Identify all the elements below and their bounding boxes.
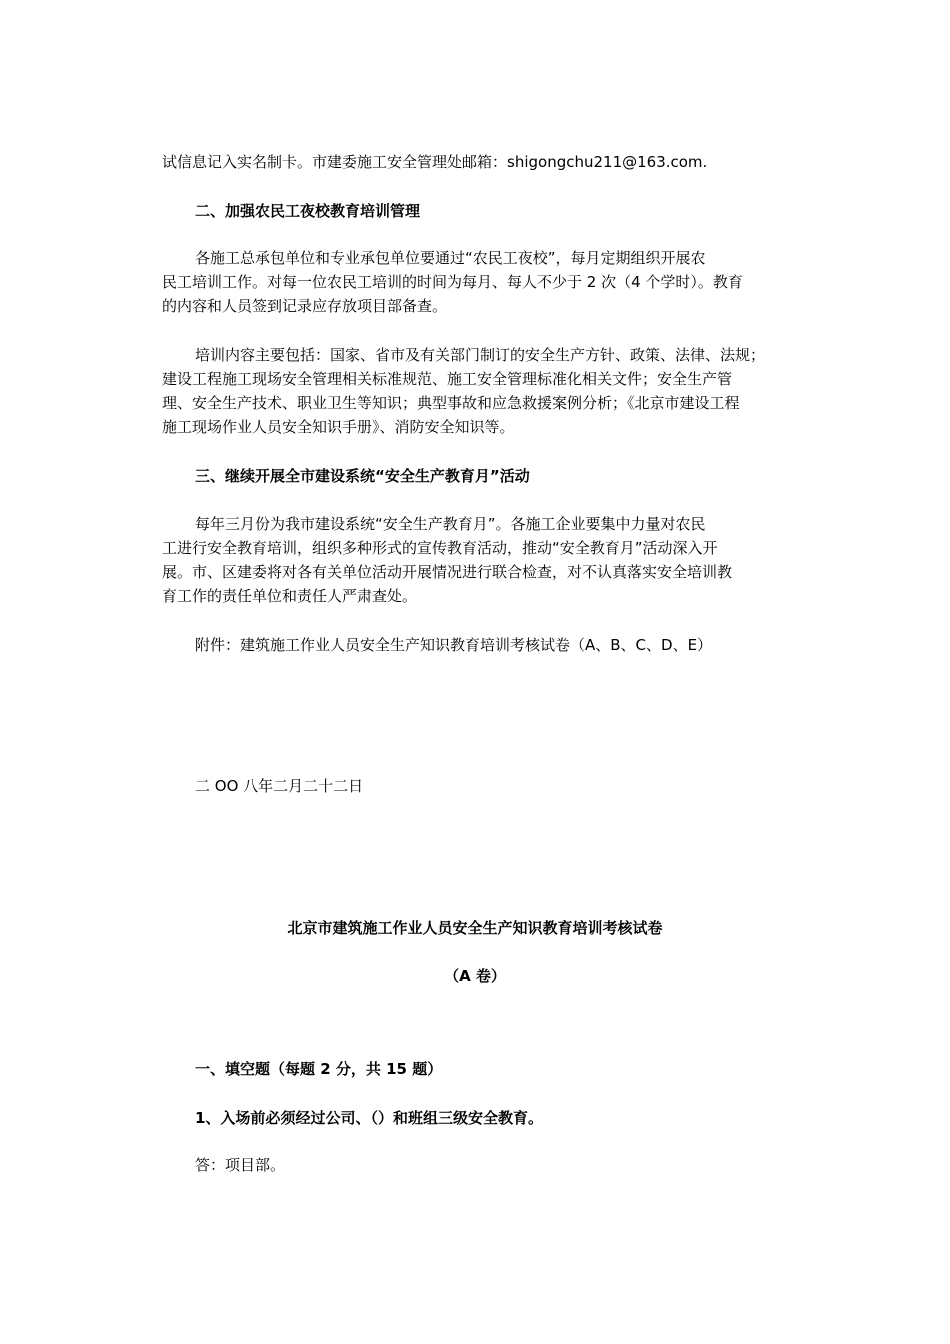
section2-para2-line2: 建设工程施工现场安全管理相关标准规范、施工安全管理标准化相关文件；安全生产管: [162, 370, 733, 388]
section3-para1-line3: 展。市、区建委将对各有关单位活动开展情况进行联合检查，对不认真落实安全培训教: [162, 563, 733, 581]
section2-para1-line3: 的内容和人员签到记录应存放项目部备查。: [162, 297, 448, 315]
section2-para2-line4: 施工现场作业人员安全知识手册》、消防安全知识等。: [162, 418, 515, 436]
document-date: 二 OO 八年二月二十二日: [195, 777, 364, 795]
section2-para2-line1: 培训内容主要包括：国家、省市及有关部门制订的安全生产方针、政策、法律、法规；: [195, 346, 766, 364]
section3-para1-line4: 育工作的责任单位和责任人严肃查处。: [162, 587, 418, 605]
section3-heading: 三、继续开展全市建设系统“安全生产教育月”活动: [195, 467, 530, 485]
exam-subtitle: （A 卷）: [444, 967, 506, 985]
exam-title: 北京市建筑施工作业人员安全生产知识教育培训考核试卷: [287, 919, 663, 937]
exam-answer-1: 答：项目部。: [195, 1156, 286, 1174]
exam-question-1: 1、入场前必须经过公司、（）和班组三级安全教育。: [195, 1109, 543, 1127]
section3-para1-line1: 每年三月份为我市建设系统“安全生产教育月”。各施工企业要集中力量对农民: [195, 515, 706, 533]
intro-tail-text: 试信息记入实名制卡。市建委施工安全管理处邮箱：shigongchu211@163.com.: [162, 153, 708, 171]
section2-para1-line2: 民工培训工作。对每一位农民工培训的时间为每月、每人不少于 2 次（4 个学时）。教育: [162, 273, 743, 291]
section2-heading: 二、加强农民工夜校教育培训管理: [195, 202, 421, 220]
exam-part1-heading: 一、填空题（每题 2 分，共 15 题）: [195, 1060, 443, 1078]
section2-para1-line1: 各施工总承包单位和专业承包单位要通过“农民工夜校”，每月定期组织开展农: [195, 249, 706, 267]
attachment-text: 附件：建筑施工作业人员安全生产知识教育培训考核试卷（A、B、C、D、E）: [195, 636, 713, 654]
section3-para1-line2: 工进行安全教育培训，组织多种形式的宣传教育活动，推动“安全教育月”活动深入开: [162, 539, 718, 557]
section2-para2-line3: 理、安全生产技术、职业卫生等知识；典型事故和应急救援案例分析；《北京市建设工程: [162, 394, 740, 412]
